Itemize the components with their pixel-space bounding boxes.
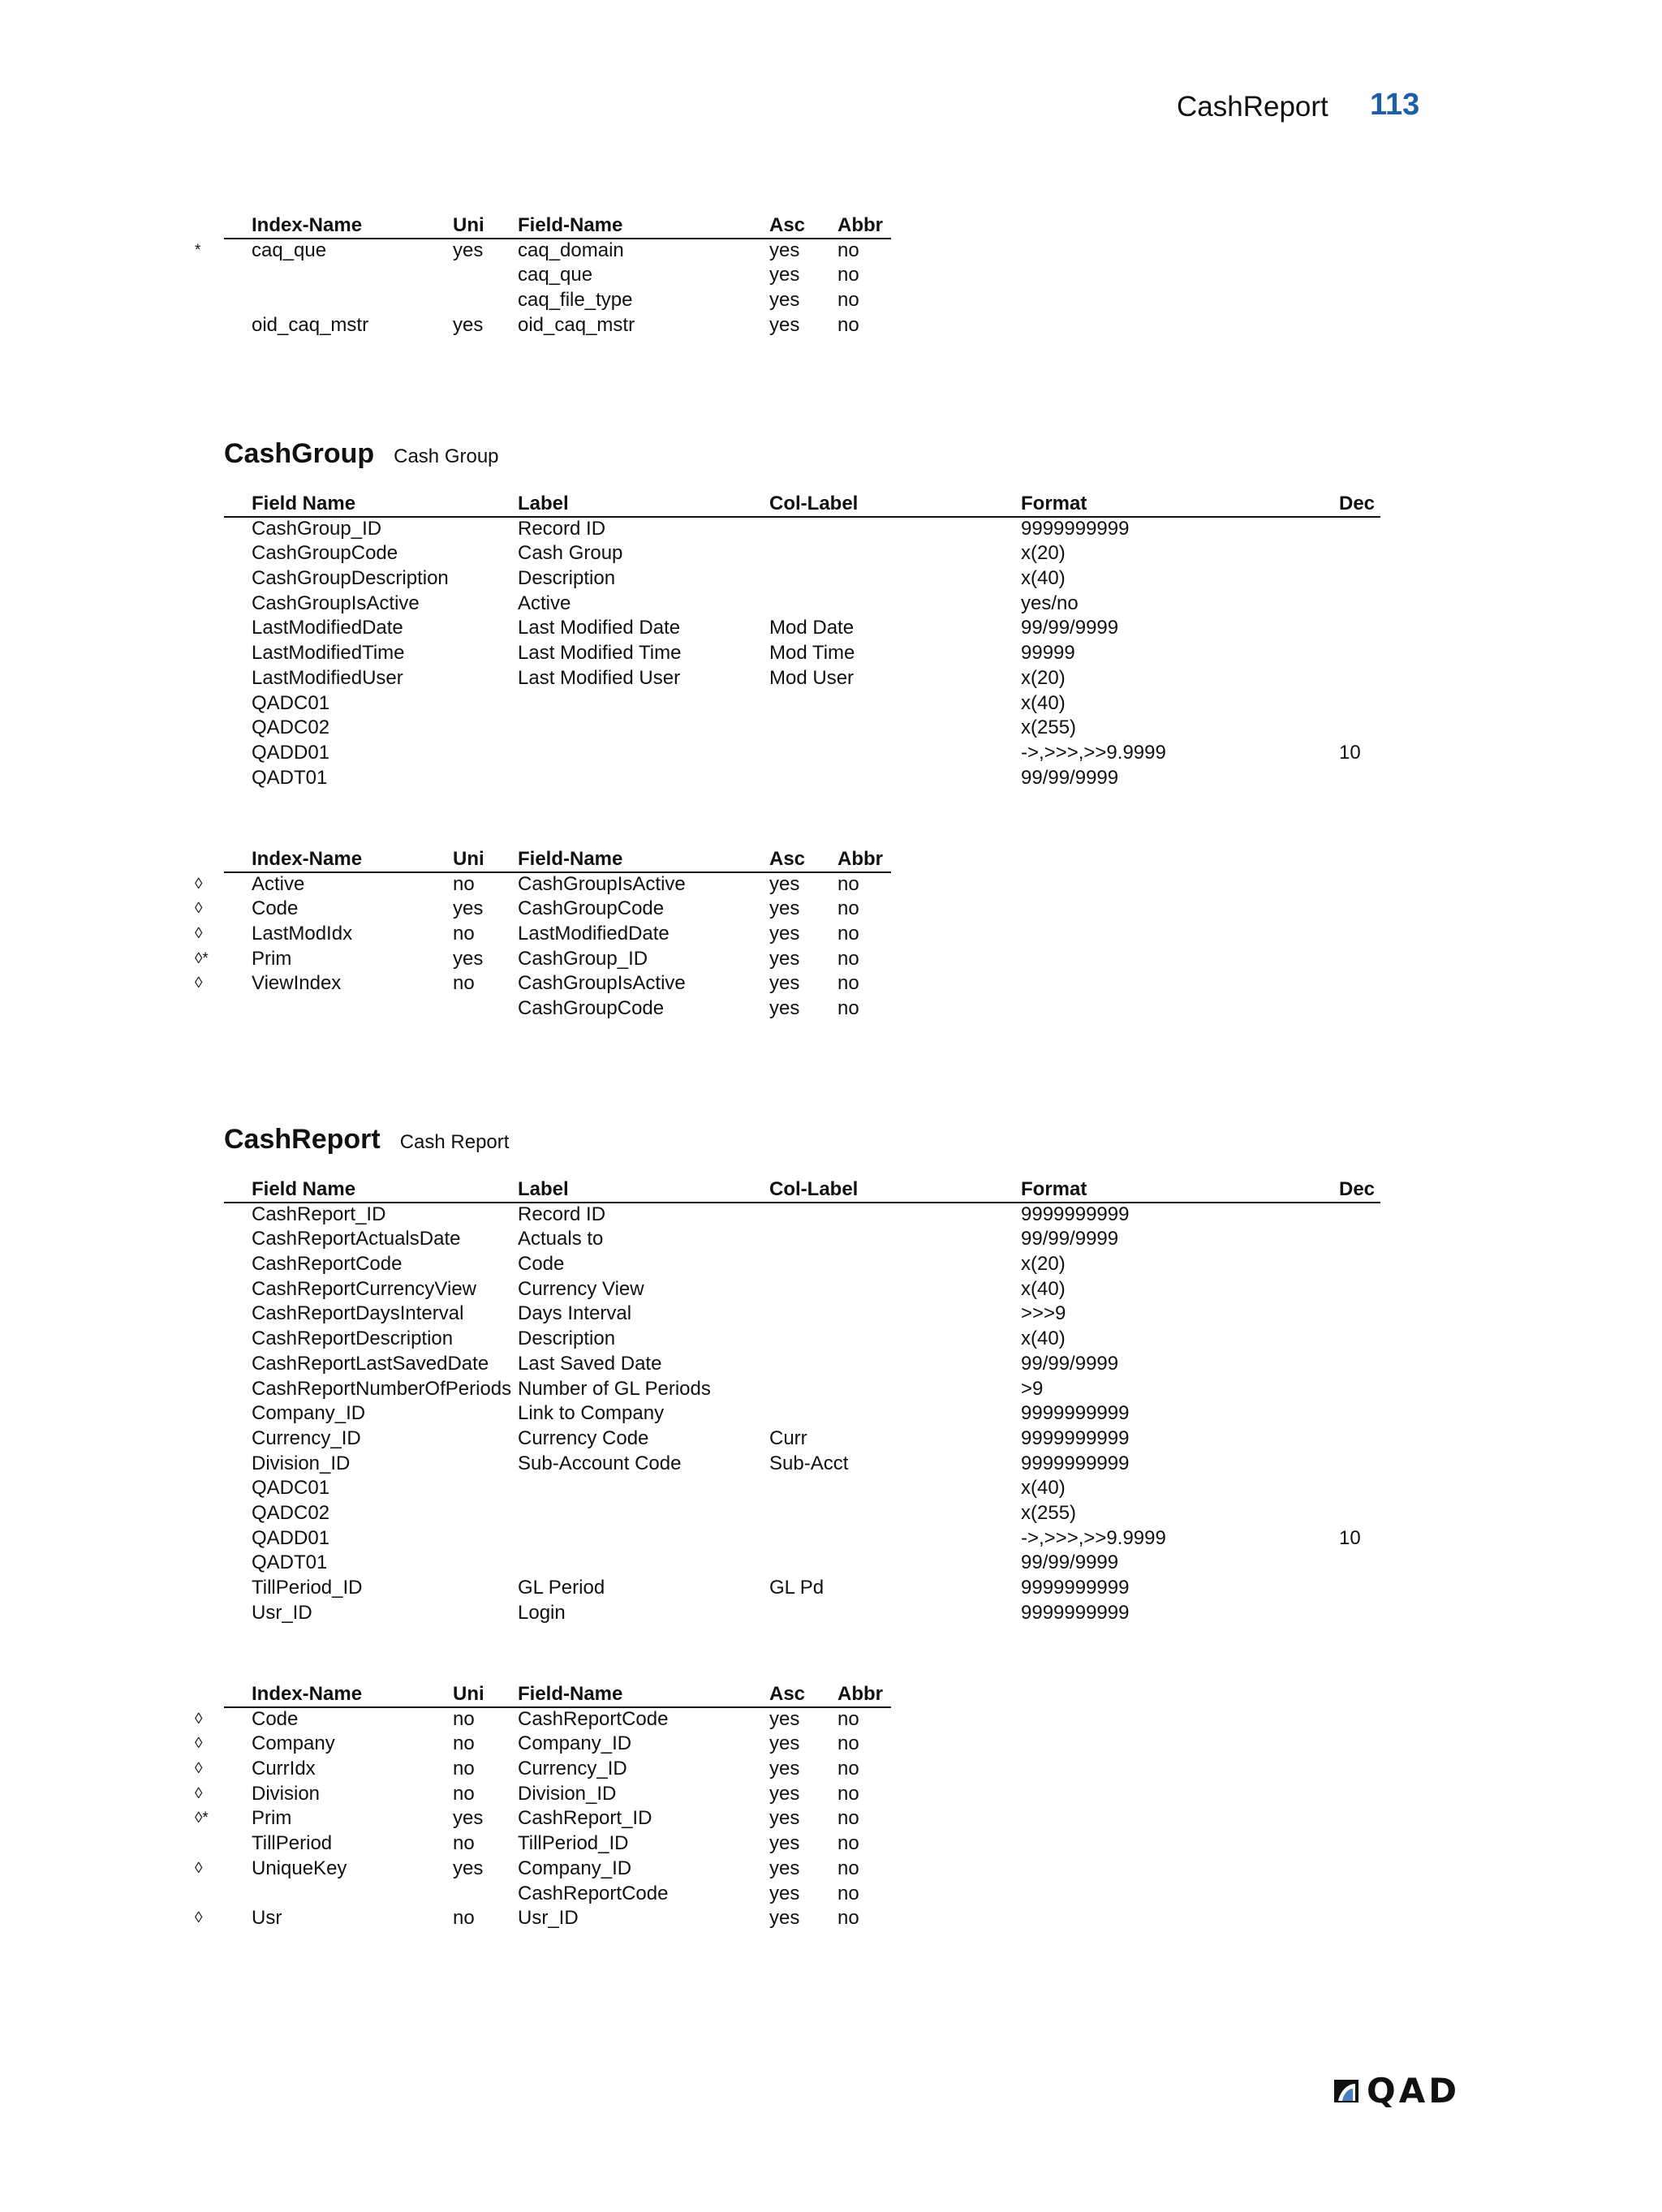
cell-field: caq_domain	[518, 239, 624, 261]
cell-format: >>>9	[1021, 1302, 1066, 1325]
column-header-uni: Uni	[453, 1683, 484, 1705]
cell-name: CashReportCode	[252, 1253, 403, 1276]
cell-field: oid_caq_mstr	[518, 313, 635, 336]
cell-label: Record ID	[518, 517, 606, 540]
cell-field: CashGroupIsActive	[518, 972, 686, 995]
section-subtitle: Cash Report	[399, 1131, 510, 1153]
cell-label: Currency View	[518, 1277, 644, 1300]
cell-name: CashGroup_ID	[252, 517, 382, 540]
cell-format: 9999999999	[1021, 1577, 1130, 1599]
cell-format: x(20)	[1021, 1253, 1066, 1276]
cell-index: CurrIdx	[252, 1758, 316, 1780]
cell-index: LastModIdx	[252, 923, 353, 945]
cell-format: x(20)	[1021, 666, 1066, 689]
cell-mark: ◊	[195, 925, 203, 943]
cell-name: TillPeriod_ID	[252, 1577, 363, 1599]
column-header-col-label: Col-Label	[769, 1178, 859, 1200]
cell-name: CashGroupCode	[252, 542, 398, 565]
cell-field: Usr_ID	[518, 1907, 579, 1930]
cell-asc: yes	[769, 872, 800, 895]
cell-label: Description	[518, 1328, 616, 1350]
cell-label: Actuals to	[518, 1228, 604, 1250]
cell-uni: no	[453, 923, 475, 945]
cell-mark: ◊*	[195, 949, 209, 967]
column-header-asc: Asc	[769, 1683, 806, 1705]
cell-name: Division_ID	[252, 1452, 351, 1474]
cell-format: x(255)	[1021, 717, 1077, 739]
cell-name: CashGroupDescription	[252, 567, 449, 590]
cell-asc: yes	[769, 264, 800, 286]
cell-format: x(255)	[1021, 1501, 1077, 1524]
cell-abbr: no	[837, 897, 859, 920]
cell-asc: yes	[769, 997, 800, 1020]
cell-field: CashReport_ID	[518, 1807, 652, 1830]
cell-index: Company	[252, 1732, 335, 1755]
cell-uni: yes	[453, 897, 484, 920]
column-header-index: Index-Name	[252, 848, 363, 870]
cell-mark: ◊	[195, 975, 203, 992]
cell-mark: ◊	[195, 1909, 203, 1927]
cell-name: Company_ID	[252, 1402, 366, 1425]
cell-abbr: no	[837, 1807, 859, 1830]
qad-logo-icon	[1331, 2076, 1362, 2106]
cell-asc: yes	[769, 1857, 800, 1879]
cell-field: CashGroupCode	[518, 897, 665, 920]
cell-index: Code	[252, 1707, 299, 1730]
cell-asc: yes	[769, 1832, 800, 1855]
cell-format: yes/no	[1021, 592, 1079, 614]
cell-asc: yes	[769, 947, 800, 970]
cell-label: GL Period	[518, 1577, 605, 1599]
cell-uni: no	[453, 1832, 475, 1855]
cell-field: CashReportCode	[518, 1707, 669, 1730]
cell-name: CashReportNumberOfPeriods	[252, 1377, 512, 1400]
column-header-field: Field-Name	[518, 214, 623, 236]
cell-field: Division_ID	[518, 1782, 617, 1805]
cell-format: x(40)	[1021, 567, 1066, 590]
cell-asc: yes	[769, 1732, 800, 1755]
cell-format: 99/99/9999	[1021, 1551, 1119, 1574]
cell-name: LastModifiedTime	[252, 642, 405, 665]
cell-label: Last Saved Date	[518, 1352, 662, 1375]
cell-asc: yes	[769, 923, 800, 945]
cell-name: LastModifiedDate	[252, 617, 403, 639]
cell-abbr: no	[837, 239, 859, 261]
column-header-label: Label	[518, 493, 569, 514]
cell-uni: no	[453, 972, 475, 995]
cell-label: Code	[518, 1253, 565, 1276]
cell-uni: yes	[453, 313, 484, 336]
cell-index: ViewIndex	[252, 972, 342, 995]
cell-field: Company_ID	[518, 1732, 632, 1755]
cell-abbr: no	[837, 289, 859, 312]
column-header-name: Field Name	[252, 1178, 356, 1200]
header-rule	[224, 1202, 1380, 1203]
cell-index: caq_que	[252, 239, 327, 261]
cell-format: 9999999999	[1021, 1402, 1130, 1425]
cell-label: Last Modified Time	[518, 642, 682, 665]
section-title: CashGroup	[224, 438, 375, 469]
cell-field: CashGroupCode	[518, 997, 665, 1020]
cell-index: Prim	[252, 947, 292, 970]
cell-mark: ◊	[195, 875, 203, 893]
cell-col-label: Mod Date	[769, 617, 855, 639]
column-header-uni: Uni	[453, 214, 484, 236]
cell-format: 9999999999	[1021, 517, 1130, 540]
cell-uni: yes	[453, 947, 484, 970]
cell-label: Record ID	[518, 1203, 606, 1225]
cell-format: 9999999999	[1021, 1427, 1130, 1449]
column-header-index: Index-Name	[252, 1683, 363, 1705]
cell-abbr: no	[837, 264, 859, 286]
cell-dec: 10	[1339, 741, 1361, 764]
cell-field: LastModifiedDate	[518, 923, 670, 945]
cell-format: ->,>>>,>>9.9999	[1021, 741, 1166, 764]
column-header-index: Index-Name	[252, 214, 363, 236]
cell-abbr: no	[837, 1782, 859, 1805]
cell-mark: *	[195, 241, 201, 259]
cell-asc: yes	[769, 1782, 800, 1805]
cell-field: CashGroupIsActive	[518, 872, 686, 895]
cashgroup-section-heading	[224, 438, 499, 470]
cell-abbr: no	[837, 923, 859, 945]
column-header-label: Label	[518, 1178, 569, 1200]
cell-asc: yes	[769, 897, 800, 920]
cell-index: TillPeriod	[252, 1832, 333, 1855]
cell-abbr: no	[837, 1907, 859, 1930]
cell-asc: yes	[769, 1907, 800, 1930]
cell-uni: no	[453, 1758, 475, 1780]
cell-uni: no	[453, 1782, 475, 1805]
cell-format: 99/99/9999	[1021, 1352, 1119, 1375]
cell-field: caq_file_type	[518, 289, 633, 312]
cell-label: Last Modified Date	[518, 617, 681, 639]
cell-format: x(40)	[1021, 691, 1066, 714]
cell-mark: ◊	[195, 1859, 203, 1877]
cell-format: >9	[1021, 1377, 1044, 1400]
column-header-name: Field Name	[252, 493, 356, 514]
logo-text: QAD	[1367, 2071, 1461, 2111]
cell-format: x(40)	[1021, 1277, 1066, 1300]
cell-index: Code	[252, 897, 299, 920]
column-header-uni: Uni	[453, 848, 484, 870]
cell-format: 99/99/9999	[1021, 617, 1119, 639]
cell-index: UniqueKey	[252, 1857, 347, 1879]
cell-name: CashGroupIsActive	[252, 592, 420, 614]
cell-index: Active	[252, 872, 305, 895]
cell-asc: yes	[769, 972, 800, 995]
cell-mark: ◊	[195, 1710, 203, 1728]
cell-field: Company_ID	[518, 1857, 632, 1879]
cell-uni: yes	[453, 1857, 484, 1879]
cell-label: Description	[518, 567, 616, 590]
cell-name: CashReportDaysInterval	[252, 1302, 464, 1325]
column-header-field: Field-Name	[518, 1683, 623, 1705]
cell-name: CashReport_ID	[252, 1203, 386, 1225]
cell-mark: ◊	[195, 1760, 203, 1778]
cell-col-label: Mod Time	[769, 642, 855, 665]
cell-index: Prim	[252, 1807, 292, 1830]
cell-field: CashGroup_ID	[518, 947, 648, 970]
column-header-asc: Asc	[769, 214, 806, 236]
cell-abbr: no	[837, 1707, 859, 1730]
running-header-title: CashReport	[1177, 91, 1328, 123]
cell-name: Usr_ID	[252, 1601, 312, 1624]
page-number: 113	[1370, 88, 1420, 122]
cell-field: TillPeriod_ID	[518, 1832, 629, 1855]
cell-name: CashReportActualsDate	[252, 1228, 461, 1250]
cell-asc: yes	[769, 1758, 800, 1780]
cell-format: x(40)	[1021, 1328, 1066, 1350]
cell-abbr: no	[837, 1758, 859, 1780]
cell-uni: no	[453, 1707, 475, 1730]
cell-uni: no	[453, 1907, 475, 1930]
cell-abbr: no	[837, 313, 859, 336]
cell-index: oid_caq_mstr	[252, 313, 369, 336]
qad-logo	[1331, 2071, 1460, 2111]
cell-uni: yes	[453, 1807, 484, 1830]
cell-name: QADT01	[252, 1551, 328, 1574]
column-header-abbr: Abbr	[837, 848, 883, 870]
cell-name: QADD01	[252, 1526, 330, 1549]
cell-label: Currency Code	[518, 1427, 649, 1449]
cell-abbr: no	[837, 872, 859, 895]
cell-label: Number of GL Periods	[518, 1377, 711, 1400]
cell-mark: ◊*	[195, 1810, 209, 1827]
cell-label: Link to Company	[518, 1402, 665, 1425]
cell-format: 9999999999	[1021, 1601, 1130, 1624]
column-header-abbr: Abbr	[837, 1683, 883, 1705]
cell-index: Division	[252, 1782, 321, 1805]
cell-label: Login	[518, 1601, 566, 1624]
cell-name: Currency_ID	[252, 1427, 361, 1449]
cell-dec: 10	[1339, 1526, 1361, 1549]
column-header-abbr: Abbr	[837, 214, 883, 236]
cell-abbr: no	[837, 972, 859, 995]
cell-format: 99/99/9999	[1021, 766, 1119, 789]
cell-format: 99/99/9999	[1021, 1228, 1119, 1250]
cell-format: 9999999999	[1021, 1203, 1130, 1225]
cell-name: CashReportCurrencyView	[252, 1277, 477, 1300]
cell-name: QADT01	[252, 766, 328, 789]
cell-asc: yes	[769, 1882, 800, 1904]
cell-name: QADC02	[252, 1501, 330, 1524]
cell-mark: ◊	[195, 1735, 203, 1753]
column-header-format: Format	[1021, 493, 1087, 514]
cell-format: x(40)	[1021, 1477, 1066, 1500]
cell-uni: yes	[453, 239, 484, 261]
cell-name: LastModifiedUser	[252, 666, 403, 689]
cell-mark: ◊	[195, 900, 203, 918]
cell-format: ->,>>>,>>9.9999	[1021, 1526, 1166, 1549]
cell-abbr: no	[837, 997, 859, 1020]
cell-asc: yes	[769, 239, 800, 261]
cell-asc: yes	[769, 289, 800, 312]
cell-label: Active	[518, 592, 571, 614]
cell-name: QADC01	[252, 1477, 330, 1500]
cell-field: caq_que	[518, 264, 593, 286]
cell-name: QADC02	[252, 717, 330, 739]
cell-name: QADC01	[252, 691, 330, 714]
cell-mark: ◊	[195, 1784, 203, 1802]
cell-abbr: no	[837, 1882, 859, 1904]
cell-uni: no	[453, 1732, 475, 1755]
cell-format: 9999999999	[1021, 1452, 1130, 1474]
header-rule	[224, 516, 1380, 518]
cashreport-section-heading	[224, 1124, 509, 1155]
cell-uni: no	[453, 872, 475, 895]
column-header-dec: Dec	[1339, 493, 1376, 514]
cell-col-label: Mod User	[769, 666, 855, 689]
cell-abbr: no	[837, 1732, 859, 1755]
cell-name: CashReportLastSavedDate	[252, 1352, 489, 1375]
cell-col-label: Curr	[769, 1427, 807, 1449]
cell-field: Currency_ID	[518, 1758, 627, 1780]
cell-label: Cash Group	[518, 542, 623, 565]
column-header-dec: Dec	[1339, 1178, 1376, 1200]
column-header-format: Format	[1021, 1178, 1087, 1200]
cell-label: Sub-Account Code	[518, 1452, 682, 1474]
cell-name: CashReportDescription	[252, 1328, 454, 1350]
cell-index: Usr	[252, 1907, 282, 1930]
column-header-field: Field-Name	[518, 848, 623, 870]
cell-label: Last Modified User	[518, 666, 681, 689]
cell-format: x(20)	[1021, 542, 1066, 565]
cell-asc: yes	[769, 313, 800, 336]
section-subtitle: Cash Group	[394, 445, 499, 467]
section-title: CashReport	[224, 1124, 381, 1155]
cell-abbr: no	[837, 1857, 859, 1879]
cell-asc: yes	[769, 1707, 800, 1730]
cell-field: CashReportCode	[518, 1882, 669, 1904]
column-header-col-label: Col-Label	[769, 493, 859, 514]
cell-col-label: Sub-Acct	[769, 1452, 849, 1474]
cell-abbr: no	[837, 947, 859, 970]
cell-name: QADD01	[252, 741, 330, 764]
cell-asc: yes	[769, 1807, 800, 1830]
cell-col-label: GL Pd	[769, 1577, 825, 1599]
cell-format: 99999	[1021, 642, 1075, 665]
cell-label: Days Interval	[518, 1302, 632, 1325]
column-header-asc: Asc	[769, 848, 806, 870]
cell-abbr: no	[837, 1832, 859, 1855]
